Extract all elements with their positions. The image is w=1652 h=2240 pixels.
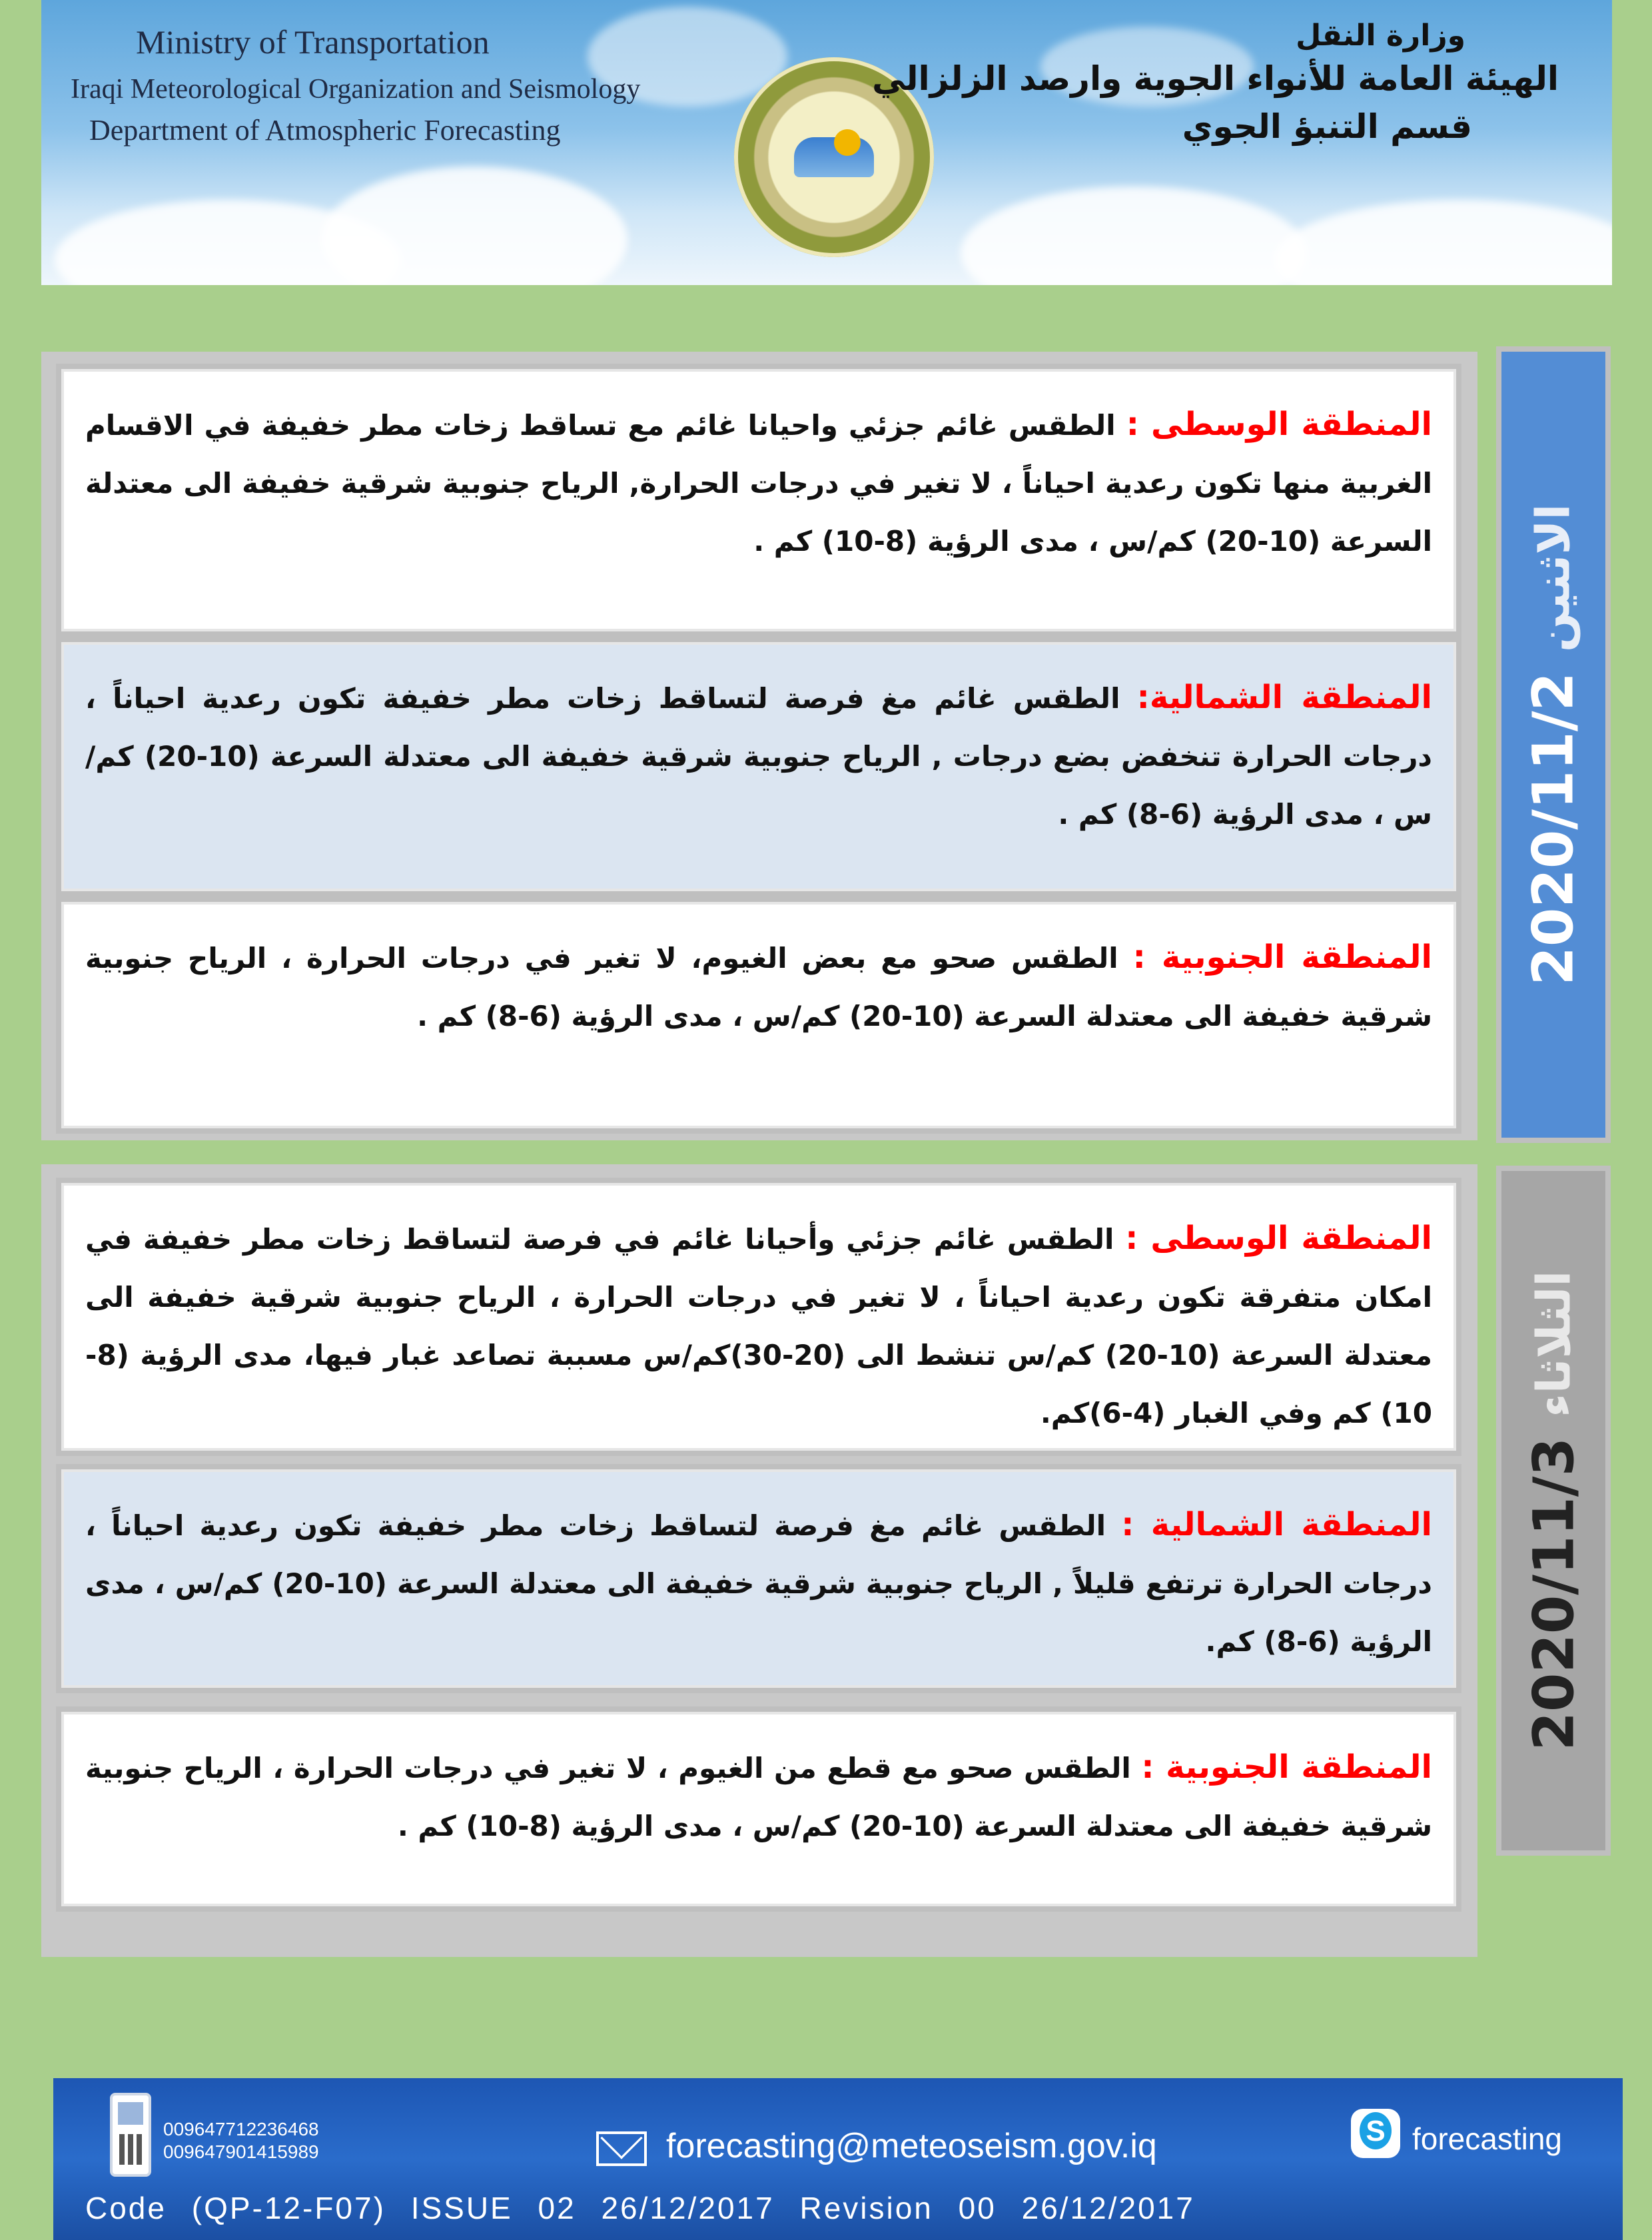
department-name-ar: قسم التنبؤ الجوي xyxy=(1182,107,1472,146)
mail-icon xyxy=(596,2131,647,2166)
day2-date: 2020/11/3 xyxy=(1521,1437,1587,1751)
day1-weekday: الاثنين xyxy=(1526,504,1581,653)
day2-date-strip xyxy=(1496,1166,1611,1856)
day2-weekday: الثلاثاء xyxy=(1526,1270,1581,1417)
region-forecast-text: الطقس غائم مغ فرصة لتساقط زخات مطر خفيفة تكون رعدية احياناً ، درجات الحرارة تنخفض بضع درجات , الرياح جنوبية شرقية خفيفة الى معتدلة السرعة (10-20) كم/س ، مدى الرؤية (6-8) كم . xyxy=(85,682,1432,831)
region-forecast-text: الطقس صحو مع بعض الغيوم، لا تغير في درجات الحرارة ، الرياح جنوبية شرقية خفيفة الى معتدلة السرعة (10-20) كم/س ، مدى الرؤية (6-8) كم . xyxy=(85,942,1432,1032)
seal-sun-icon xyxy=(834,129,861,156)
region-title: المنطقة الجنوبية : xyxy=(1141,1748,1432,1786)
region-forecast-text: الطقس غائم مغ فرصة لتساقط زخات مطر خفيفة تكون رعدية احياناً ، درجات الحرارة ترتفع قليلاً , الرياح جنوبية شرقية خفيفة الى معتدلة السرعة (10-20) كم/س ، مدى الرؤية (6-8) كم. xyxy=(85,1509,1432,1658)
day2-forecast-panel xyxy=(41,1164,1477,1957)
day1-southern-region-card xyxy=(56,897,1461,1134)
ministry-name-ar: وزارة النقل xyxy=(1296,19,1465,53)
region-title: المنطقة الشمالية: xyxy=(1136,679,1432,716)
day2-northern-region-card xyxy=(56,1464,1461,1693)
document-code-line: Code (QP-12-F07) ISSUE 02 26/12/2017 Revision 00 26/12/2017 xyxy=(85,2191,1195,2225)
day1-northern-region-card xyxy=(56,637,1461,897)
day2-southern-region-card xyxy=(56,1706,1461,1912)
region-title: المنطقة الشمالية : xyxy=(1121,1506,1432,1543)
header-arabic-titles xyxy=(872,19,1559,146)
region-forecast-text: الطقس غائم جزئي واحيانا غائم مع تساقط زخات مطر خفيفة في الاقسام الغربية منها تكون رعدية احياناً ، لا تغير في درجات الحرارة, الرياح جنوبية شرقية خفيفة الى معتدلة السرعة (10-20) كم/س ، مدى الرؤية (8-10) كم . xyxy=(85,409,1432,558)
day1-central-region-card xyxy=(56,364,1461,637)
ministry-name-en: Ministry of Transportation xyxy=(136,23,490,61)
organization-name-en: Iraqi Meteorological Organization and Seismology xyxy=(71,74,641,105)
phone-numbers xyxy=(163,2118,319,2163)
phone-number-2: 009647901415989 xyxy=(163,2141,319,2162)
organization-name-ar: الهيئة العامة للأنواء الجوية وارصد الزلزالي xyxy=(872,59,1559,98)
day1-forecast-panel xyxy=(41,352,1477,1140)
region-forecast-text: الطقس صحو مع قطع من الغيوم ، لا تغير في درجات الحرارة ، الرياح جنوبية شرقية خفيفة الى معتدلة السرعة (10-20) كم/س ، مدى الرؤية (8-10) كم . xyxy=(85,1752,1432,1842)
day1-date: 2020/11/2 xyxy=(1521,672,1587,986)
region-title: المنطقة الوسطى : xyxy=(1125,1220,1433,1257)
skype-handle[interactable]: forecasting xyxy=(1412,2121,1563,2156)
footer-contact-bar xyxy=(53,2078,1623,2240)
region-title: المنطقة الجنوبية : xyxy=(1132,938,1433,976)
region-forecast-text: الطقس غائم جزئي وأحيانا غائم في فرصة لتساقط زخات مطر خفيفة في امكان متفرقة تكون رعدية احياناً ، لا تغير في درجات الحرارة ، الرياح جنوبية شرقية خفيفة الى معتدلة السرعة (10-20) كم/س تنشط الى (20-30)كم/س مسببة تصاعد غبار فيها، مدى الرؤية (8-10) كم وفي الغبار (4-6)كم. xyxy=(85,1223,1433,1429)
day1-date-strip xyxy=(1496,346,1611,1143)
phone-icon xyxy=(110,2093,151,2177)
day2-central-region-card xyxy=(56,1178,1461,1456)
header-english-titles xyxy=(71,23,640,147)
header-banner xyxy=(41,0,1612,285)
contact-email[interactable]: forecasting@meteoseism.gov.iq xyxy=(666,2127,1157,2165)
department-name-en: Department of Atmospheric Forecasting xyxy=(89,114,561,147)
region-title: المنطقة الوسطى : xyxy=(1126,406,1432,443)
skype-icon xyxy=(1351,2109,1400,2158)
phone-number-1: 009647712236468 xyxy=(163,2119,319,2139)
